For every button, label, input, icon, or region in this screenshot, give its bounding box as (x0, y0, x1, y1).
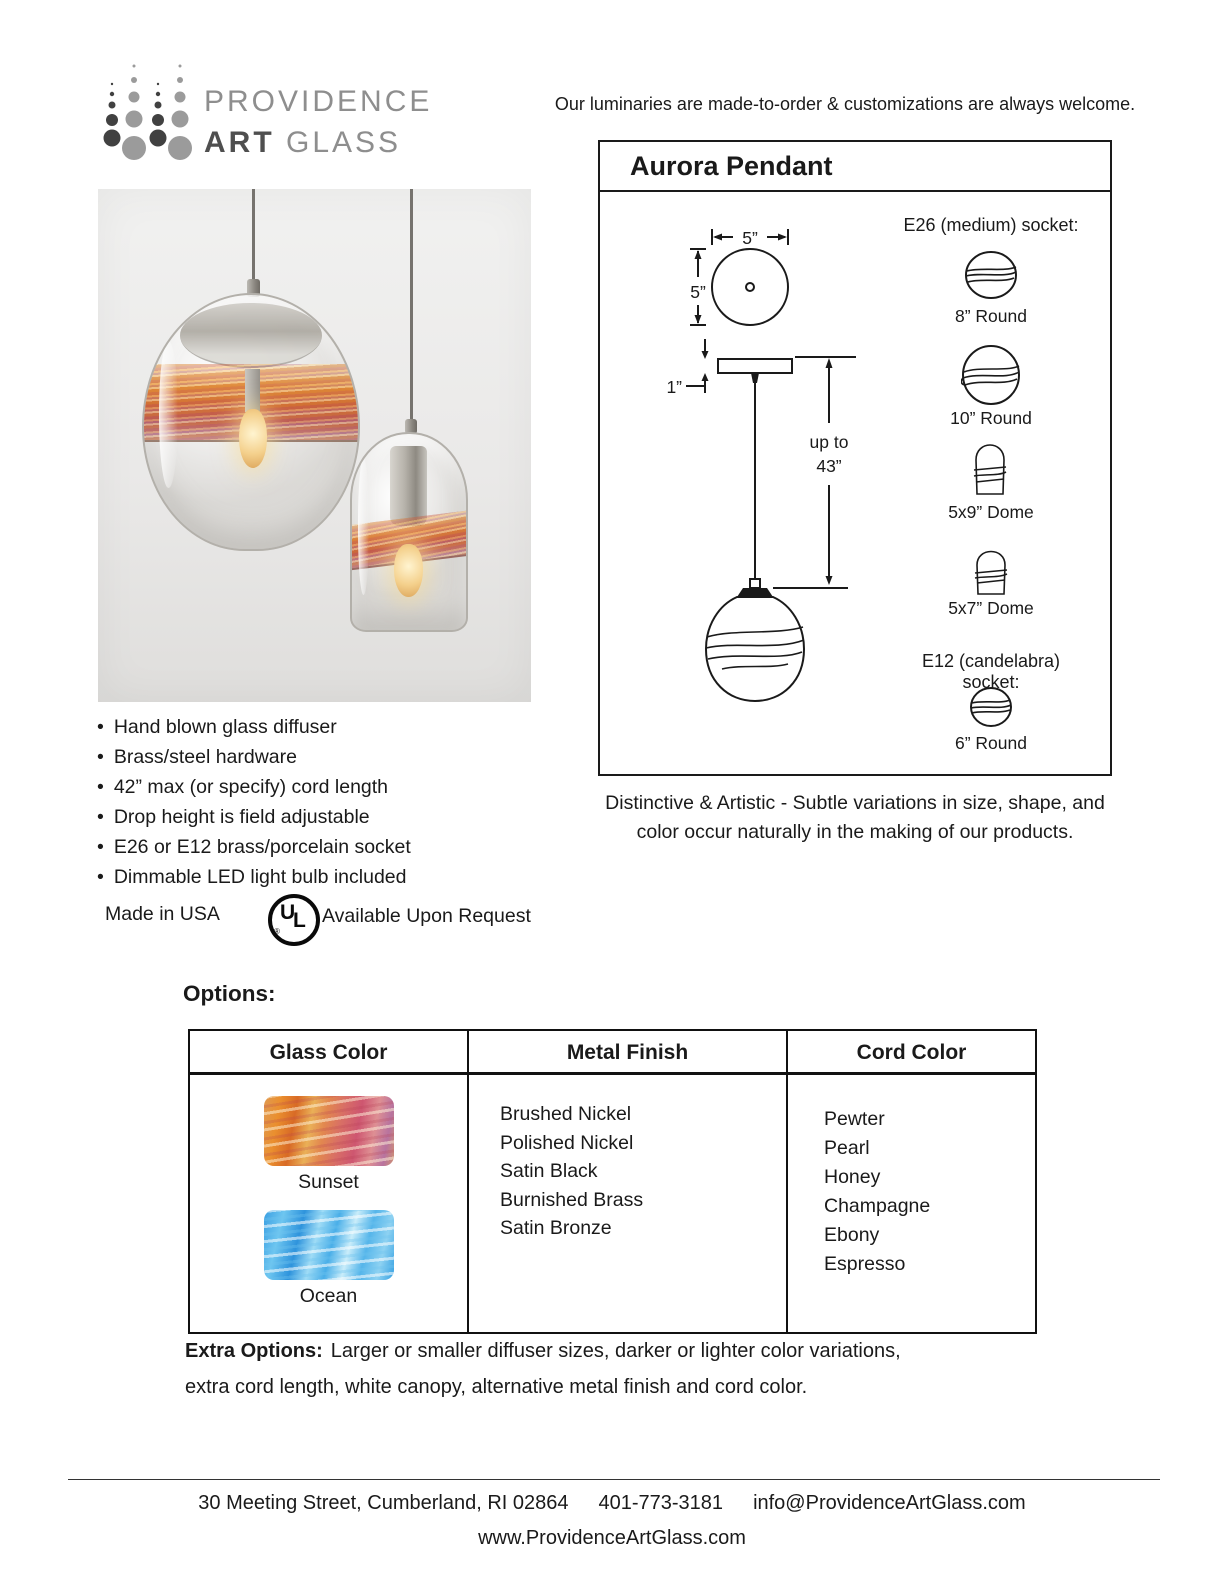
canopy-width-label: 5” (742, 228, 758, 248)
column-header-metal-finish: Metal Finish (469, 1031, 788, 1075)
diffuser-5x9-dome-icon (973, 438, 1007, 496)
photo-sphere-pendant (142, 293, 360, 551)
extra-options-label: Extra Options: (185, 1340, 323, 1362)
footer-contact-line (0, 1492, 1224, 1515)
cord-color-option: Champagne (824, 1195, 931, 1217)
drop-length-label-2: 43” (816, 456, 842, 476)
photo-dome-pendant (350, 432, 468, 632)
metal-finish-option: Polished Nickel (500, 1131, 634, 1154)
drop-length-label-1: up to (809, 432, 849, 452)
glass-swatch-ocean-label: Ocean (299, 1285, 358, 1307)
feature-item: • Brass/steel hardware (97, 742, 411, 772)
metal-finish-option: Satin Black (500, 1160, 598, 1182)
canopy-top-view (712, 249, 788, 325)
footer-divider (68, 1479, 1160, 1480)
diffuser-10-round-icon (961, 344, 1021, 406)
glass-swatch-sunset-label: Sunset (298, 1171, 359, 1193)
column-header-glass-color: Glass Color (190, 1031, 469, 1075)
cord-color-option: Honey (824, 1166, 881, 1188)
e12-socket-heading: E12 (candelabra) socket: (921, 651, 1061, 692)
cord-color-cell (788, 1075, 1035, 1332)
photo-sphere-cap (180, 303, 321, 369)
footer-phone: 401-773-3181 (598, 1492, 724, 1514)
footer-email: info@ProvidenceArtGlass.com (753, 1492, 1026, 1514)
features-list (97, 712, 411, 892)
metal-finish-option: Satin Bronze (500, 1217, 612, 1239)
photo-dome-socket (390, 446, 428, 526)
metal-finish-option: Brushed Nickel (500, 1103, 632, 1125)
ul-availability-label: Available Upon Request (322, 905, 531, 927)
footer-website: www.ProvidenceArtGlass.com (478, 1527, 746, 1549)
canopy-height-label: 5” (690, 282, 706, 302)
cord-color-option: Ebony (824, 1224, 880, 1246)
extra-options-line1: Extra Options: Larger or smaller diffuser sizes, darker or lighter color variations, (185, 1340, 901, 1362)
photo-dome-bulb (394, 544, 423, 597)
metal-finish-cell (469, 1075, 788, 1332)
ul-certification-icon: U L ® (268, 894, 320, 946)
pendant-dimension-drawing (640, 205, 910, 705)
tagline: Our luminaries are made-to-order & customizations are always welcome. (554, 94, 1136, 114)
photo-sphere-socket (245, 369, 260, 412)
glass-color-cell (190, 1075, 469, 1332)
e26-socket-heading: E26 (medium) socket: (903, 215, 1079, 235)
photo-cord-left (252, 189, 255, 281)
glass-swatch-ocean (264, 1210, 394, 1280)
extra-options-line2: extra cord length, white canopy, alternative metal finish and cord color. (185, 1376, 808, 1398)
footer-address: 30 Meeting Street, Cumberland, RI 02864 (198, 1492, 569, 1514)
feature-item: • Drop height is field adjustable (97, 802, 411, 832)
photo-sphere-bulb (239, 409, 267, 467)
diffuser-10-round-label: 10” Round (950, 408, 1032, 428)
feature-item: • Dimmable LED light bulb included (97, 862, 411, 892)
diffuser-5x7-dome-icon (974, 546, 1008, 596)
diffuser-6-round-label: 6” Round (955, 733, 1027, 753)
product-title: Aurora Pendant (630, 151, 833, 181)
options-table (188, 1029, 1037, 1334)
canopy-thickness-label: 1” (666, 377, 682, 397)
glass-swatch-sunset (264, 1096, 394, 1166)
diffuser-5x7-dome-label: 5x7” Dome (948, 598, 1034, 618)
cord-color-option: Espresso (824, 1253, 906, 1275)
feature-item: • Hand blown glass diffuser (97, 712, 411, 742)
brand-name-line2: ART GLASS (204, 126, 402, 159)
column-header-cord-color: Cord Color (788, 1031, 1035, 1075)
metal-finish-option: Burnished Brass (500, 1188, 644, 1211)
brand-dots-logo-icon (100, 60, 192, 182)
product-photo (98, 189, 531, 702)
diffuser-8-round-label: 8” Round (955, 306, 1027, 326)
variation-note-line2: color occur naturally in the making of our products. (636, 821, 1074, 843)
options-heading: Options: (183, 981, 276, 1006)
diffuser-6-round-icon (969, 686, 1013, 728)
diffuser-8-round-icon (964, 250, 1018, 300)
brand-wordmark (204, 85, 432, 160)
variation-note-line1: Distinctive & Artistic - Subtle variations in size, shape, and (605, 792, 1105, 814)
spec-title-divider (598, 190, 1112, 192)
feature-item: • E26 or E12 brass/porcelain socket (97, 832, 411, 862)
canopy-side-view (718, 359, 792, 373)
feature-item: • 42” max (or specify) cord length (97, 772, 411, 802)
photo-cord-right (410, 189, 413, 421)
brand-name-line1: PROVIDENCE (204, 85, 433, 118)
cord-color-option: Pewter (824, 1108, 885, 1130)
cord-color-option: Pearl (824, 1137, 870, 1159)
diffuser-5x9-dome-label: 5x9” Dome (948, 502, 1034, 522)
made-in-usa-label: Made in USA (105, 903, 220, 925)
pendant-globe-drawing (706, 597, 804, 701)
